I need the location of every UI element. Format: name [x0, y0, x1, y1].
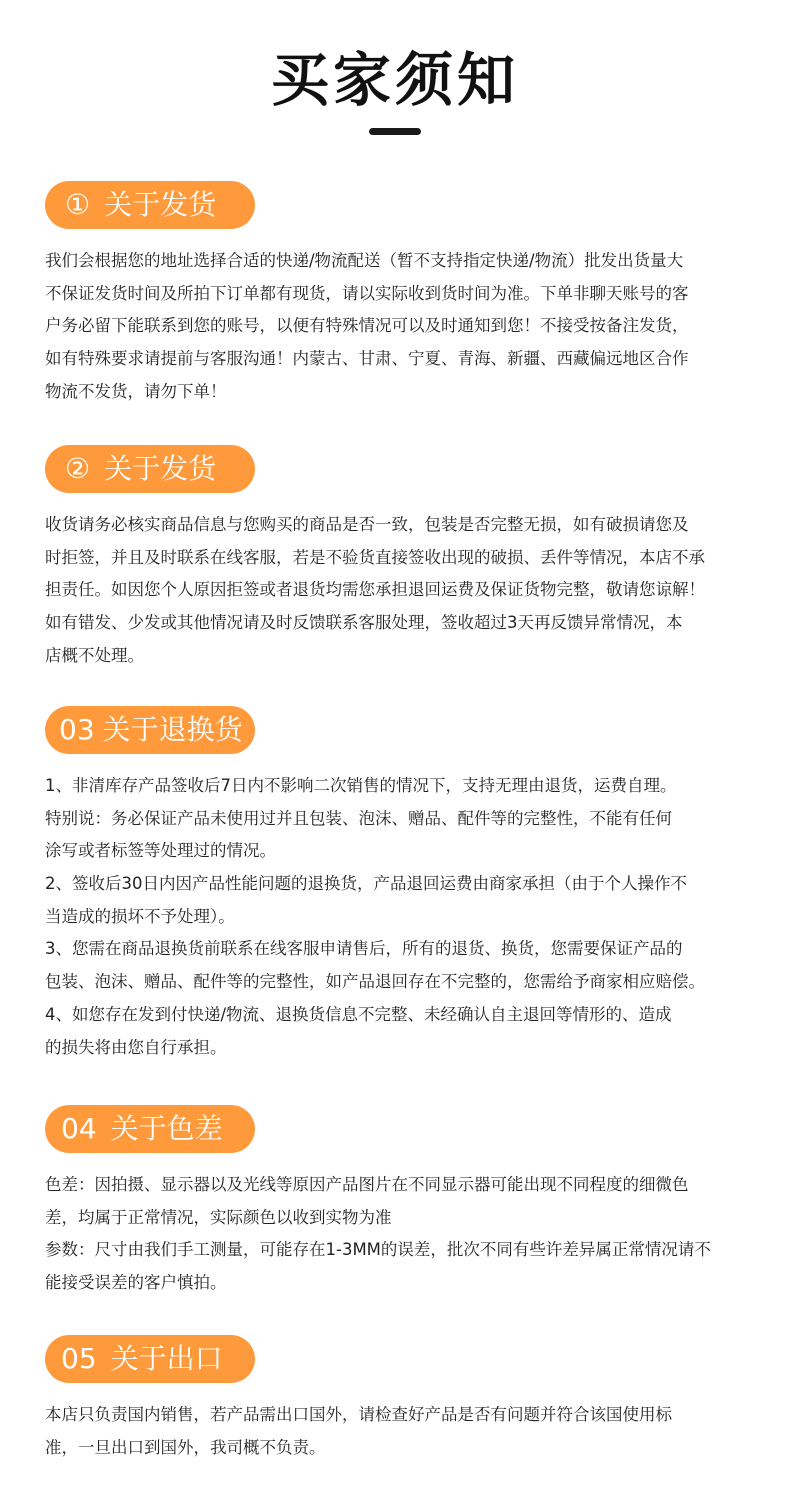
body-line: 包装、泡沫、赠品、配件等的完整性，如产品退回存在不完整的，您需给予商家相应赔偿。	[45, 972, 705, 992]
section-body	[45, 509, 757, 672]
section-body	[45, 1169, 757, 1300]
body-line: 本店只负责国内销售，若产品需出口国外，请检查好产品是否有问题并符合该国使用标	[45, 1405, 672, 1424]
section-body	[45, 770, 757, 1064]
body-line: 担责任。如因您个人原因拒签或者退货均需您承担退回运费及保证货物完整，敬请您谅解！	[45, 580, 705, 600]
body-line: 我们会根据您的地址选择合适的快递/物流配送（暂不支持指定快递/物流）批发出货量大	[45, 251, 684, 270]
section-number: 05	[61, 1342, 97, 1375]
section-heading-badge	[45, 445, 255, 493]
body-line: 户务必留下能联系到您的账号，以便有特殊情况可以及时通知到您！不接受按备注发货，	[45, 316, 689, 336]
title-underline	[369, 128, 421, 135]
body-line: 能接受误差的客户慎拍。	[45, 1273, 227, 1293]
section-body	[45, 245, 757, 408]
section-number: 03	[59, 713, 95, 746]
body-line: 参数：尺寸由我们手工测量，可能存在1-3MM的误差，批次不同有些许差异属正常情况请不	[45, 1240, 711, 1260]
body-line: 2、签收后30日内因产品性能问题的退换货，产品退回运费由商家承担（由于个人操作不	[45, 874, 687, 894]
section-heading: 关于色差	[110, 1112, 223, 1145]
body-line: 色差：因拍摄、显示器以及光线等原因产品图片在不同显示器可能出现不同程度的细微色	[45, 1175, 689, 1194]
body-line: 特别说：务必保证产品未使用过并且包装、泡沫、赠品、配件等的完整性，不能有任何	[45, 808, 672, 828]
body-line: 4、如您存在发到付快递/物流、退换货信息不完整、未经确认自主退回等情形的、造成	[45, 1004, 672, 1024]
body-line: 当造成的损坏不予处理）。	[45, 906, 235, 926]
body-line: 不保证发货时间及所拍下订单都有现货，请以实际收到货时间为准。下单非聊天账号的客	[45, 283, 689, 303]
body-line: 时拒签，并且及时联系在线客服，若是不验货直接签收出现的破损、丢件等情况，本店不承	[45, 547, 705, 567]
body-line: 涂写或者标签等处理过的情况。	[45, 841, 276, 861]
body-line: 差，均属于正常情况，实际颜色以收到实物为准	[45, 1207, 392, 1227]
body-line: 3、您需在商品退换货前联系在线客服申请售后，所有的退货、换货，您需要保证产品的	[45, 939, 683, 959]
body-line: 店概不处理。	[45, 645, 144, 665]
body-line: 物流不发货，请勿下单！	[45, 381, 227, 401]
section-heading-badge	[45, 1105, 255, 1153]
page-title: 买家须知	[270, 46, 519, 114]
section-number: ②	[65, 452, 91, 485]
section-number: ①	[65, 188, 91, 221]
section-heading: 关于出口	[110, 1342, 223, 1375]
body-line: 1、非清库存产品签收后7日内不影响二次销售的情况下，支持无理由退货，运费自理。	[45, 776, 677, 795]
section-heading: 关于发货	[104, 452, 217, 485]
body-line: 准，一旦出口到国外，我司概不负责。	[45, 1437, 326, 1457]
body-line: 如有特殊要求请提前与客服沟通！内蒙古、甘肃、宁夏、青海、新疆、西藏偏远地区合作	[45, 349, 689, 369]
section-heading-badge	[45, 706, 255, 754]
body-line: 收货请务必核实商品信息与您购买的商品是否一致，包装是否完整无损，如有破损请您及	[45, 515, 689, 534]
section-heading: 关于退换货	[102, 713, 243, 746]
body-line: 如有错发、少发或其他情况请及时反馈联系客服处理，签收超过3天再反馈异常情况，本	[45, 613, 683, 633]
section-body	[45, 1399, 757, 1464]
body-line: 的损失将由您自行承担。	[45, 1037, 227, 1057]
section-heading-badge	[45, 1335, 255, 1383]
section-heading: 关于发货	[104, 188, 217, 221]
section-number: 04	[61, 1112, 97, 1145]
section-heading-badge	[45, 181, 255, 229]
